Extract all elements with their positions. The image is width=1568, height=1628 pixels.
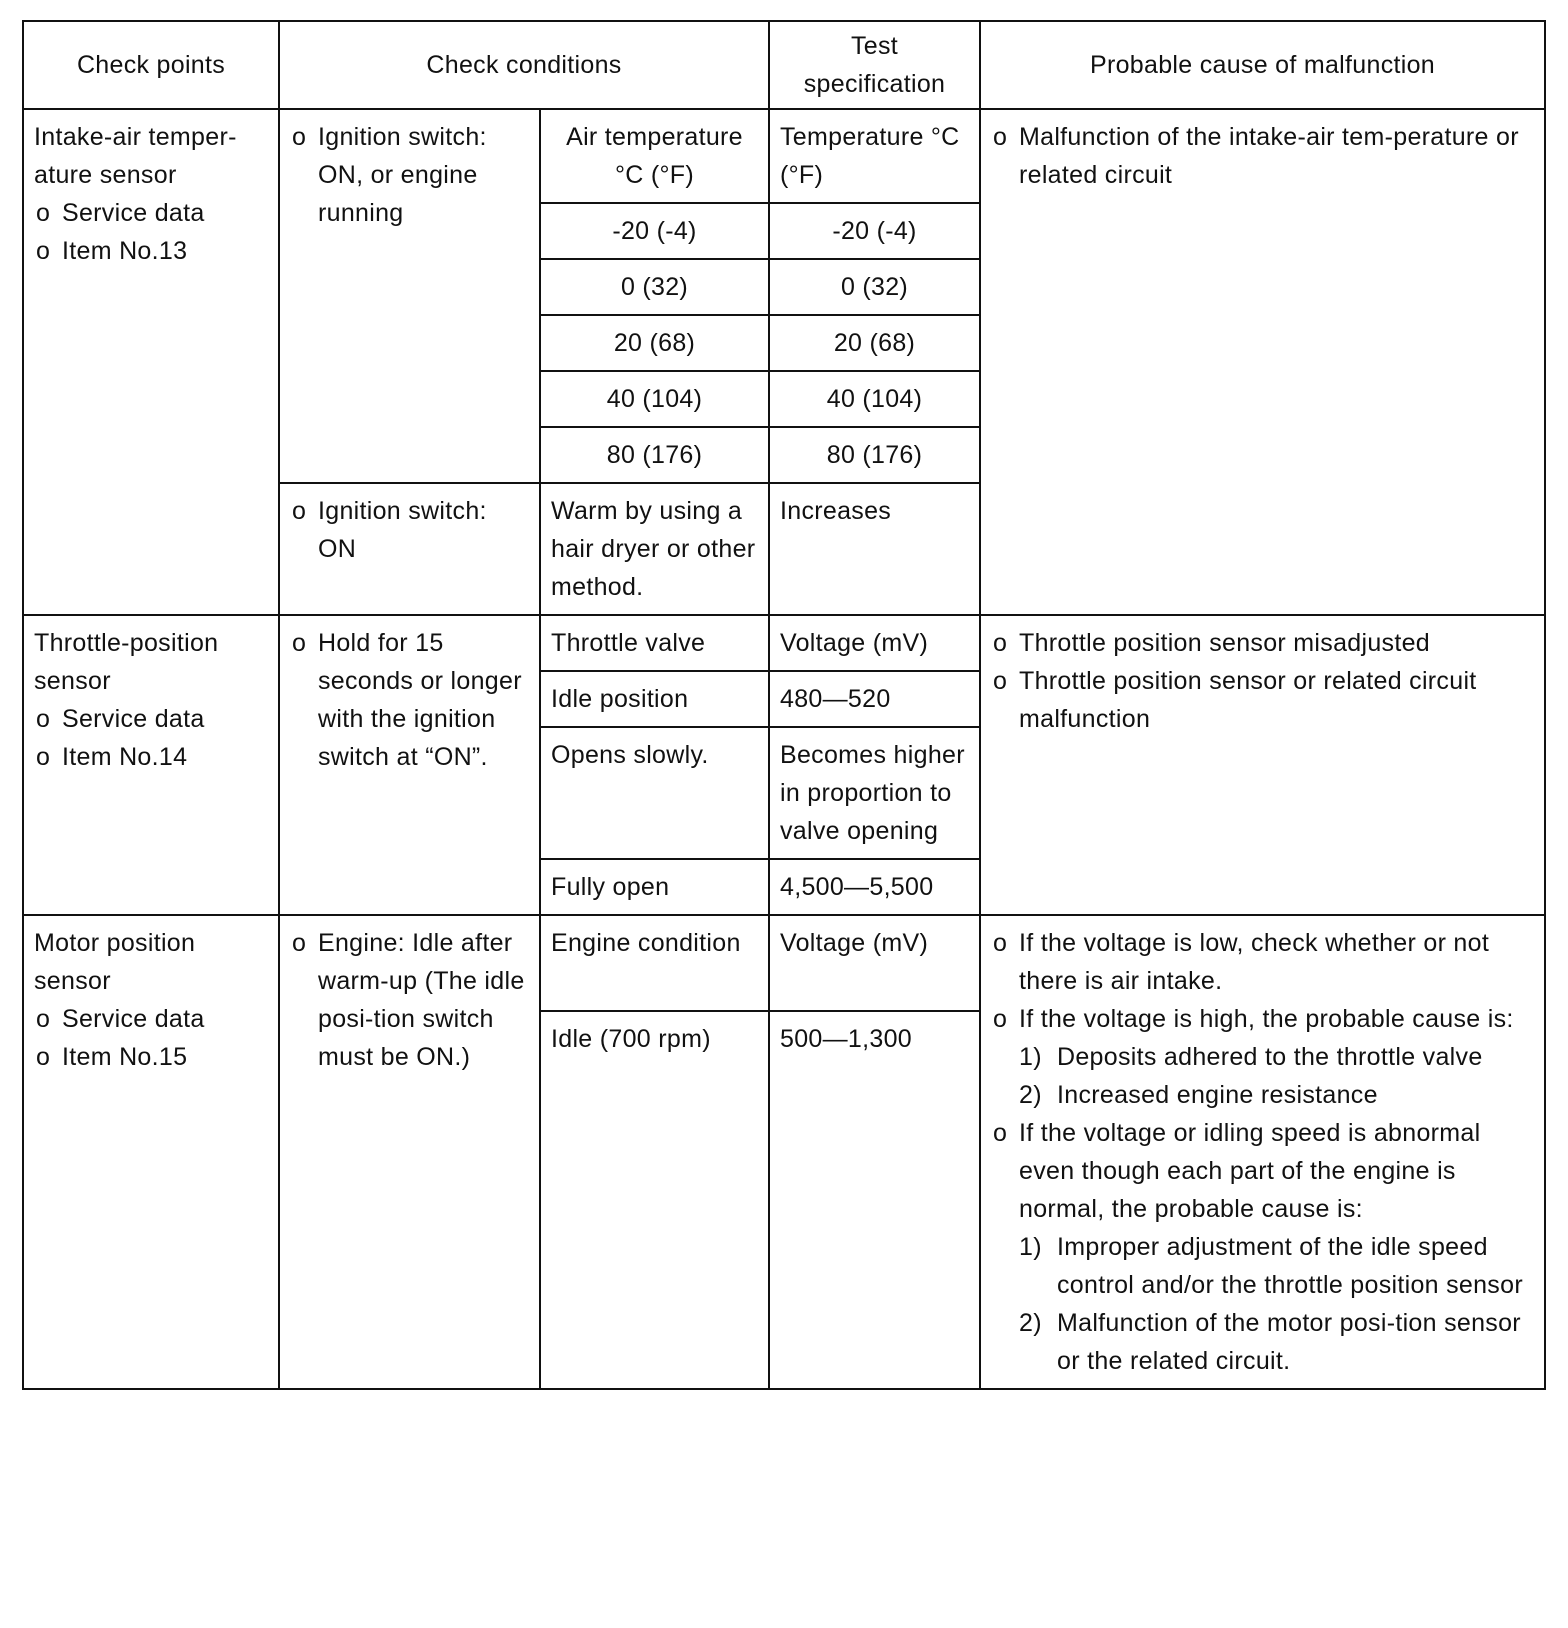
check-point-title: Intake-air temper-ature sensor — [34, 123, 237, 189]
cause-sub-number: 1) — [1019, 1043, 1042, 1071]
value-cell: Increases — [769, 483, 980, 615]
value-cell: 0 (32) — [540, 259, 769, 315]
check-point-item: o Service data — [34, 1000, 268, 1038]
document-page — [22, 20, 1546, 1390]
value-cell: 4,500—5,500 — [769, 859, 980, 915]
cause-sub-item — [1019, 1076, 1534, 1114]
cause-item: o Malfunction of the intake-air tem-perature or related circuit — [991, 118, 1534, 194]
value-cell: 80 (176) — [769, 427, 980, 483]
check-point-item: o Item No.15 — [34, 1038, 268, 1076]
check-point-item: o Service data — [34, 194, 268, 232]
check-point-title: Motor position sensor — [34, 929, 196, 995]
value-cell: Idle position — [540, 671, 769, 727]
cause-cell — [980, 915, 1545, 1389]
value-cell: Fully open — [540, 859, 769, 915]
value-cell: 20 (68) — [540, 315, 769, 371]
cause-text: If the voltage is high, the probable cause is: — [1019, 1005, 1514, 1033]
cause-item: o Throttle position sensor misadjusted — [991, 624, 1534, 662]
value-cell: Idle (700 rpm) — [540, 1011, 769, 1389]
header-check-conditions: Check conditions — [279, 21, 769, 109]
header-test-specification: Test specification — [769, 21, 980, 109]
table-row — [23, 915, 1545, 1011]
cause-sub-number: 1) — [1019, 1233, 1042, 1261]
condition-text: o Hold for 15 seconds or longer with the ignition switch at “ON”. — [290, 624, 529, 776]
cause-sub-item — [1019, 1228, 1534, 1304]
cause-item: o If the voltage is low, check whether or not there is air intake. — [991, 924, 1534, 1000]
value-cell: 480—520 — [769, 671, 980, 727]
cause-cell — [980, 109, 1545, 615]
cause-sub-item — [1019, 1304, 1534, 1380]
table-row — [23, 109, 1545, 203]
condition-cell — [279, 915, 540, 1389]
cause-item — [991, 1114, 1534, 1380]
sub-header-cell: Throttle valve — [540, 615, 769, 671]
value-cell: 0 (32) — [769, 259, 980, 315]
sub-header-cell: Temperature °C (°F) — [769, 109, 980, 203]
value-cell: Opens slowly. — [540, 727, 769, 859]
value-cell: Becomes higher in proportion to valve opening — [769, 727, 980, 859]
sub-header-cell: Air temperature °C (°F) — [540, 109, 769, 203]
cause-sub-item — [1019, 1038, 1534, 1076]
value-cell: 40 (104) — [540, 371, 769, 427]
cause-sub-text: Improper adjustment of the idle speed control and/or the throttle position sensor — [1057, 1233, 1523, 1299]
value-cell: -20 (-4) — [540, 203, 769, 259]
check-point-title: Throttle-position sensor — [34, 629, 219, 695]
cause-cell — [980, 615, 1545, 915]
cause-sub-text: Deposits adhered to the throttle valve — [1057, 1043, 1483, 1071]
condition-cell — [279, 615, 540, 915]
cause-text: If the voltage or idling speed is abnormal even though each part of the engine is normal, the probable cause is: — [1019, 1119, 1481, 1223]
header-check-points: Check points — [23, 21, 279, 109]
condition-text: o Engine: Idle after warm-up (The idle posi-tion switch must be ON.) — [290, 924, 529, 1076]
check-point-cell — [23, 109, 279, 615]
check-point-item: o Service data — [34, 700, 268, 738]
check-point-cell — [23, 615, 279, 915]
check-point-item: o Item No.13 — [34, 232, 268, 270]
diagnostic-table — [22, 20, 1546, 1390]
value-cell: 20 (68) — [769, 315, 980, 371]
header-row — [23, 21, 1545, 109]
cause-item: o Throttle position sensor or related circuit malfunction — [991, 662, 1534, 738]
value-cell: 40 (104) — [769, 371, 980, 427]
condition-cell — [279, 483, 540, 615]
cause-sub-number: 2) — [1019, 1309, 1042, 1337]
check-point-item: o Item No.14 — [34, 738, 268, 776]
value-cell: Warm by using a hair dryer or other method. — [540, 483, 769, 615]
condition-cell — [279, 109, 540, 483]
sub-header-cell: Engine condition — [540, 915, 769, 1011]
value-cell: -20 (-4) — [769, 203, 980, 259]
header-probable-cause: Probable cause of malfunction — [980, 21, 1545, 109]
sub-header-cell: Voltage (mV) — [769, 915, 980, 1011]
table-row — [23, 615, 1545, 671]
check-point-cell — [23, 915, 279, 1389]
condition-text: o Ignition switch: ON, or engine running — [290, 118, 529, 232]
value-cell: 80 (176) — [540, 427, 769, 483]
sub-header-cell: Voltage (mV) — [769, 615, 980, 671]
cause-item — [991, 1000, 1534, 1114]
cause-sub-text: Malfunction of the motor posi-tion sensor or the related circuit. — [1057, 1309, 1521, 1375]
condition-text: o Ignition switch: ON — [290, 492, 529, 568]
cause-sub-number: 2) — [1019, 1081, 1042, 1109]
value-cell: 500—1,300 — [769, 1011, 980, 1389]
cause-sub-text: Increased engine resistance — [1057, 1081, 1378, 1109]
